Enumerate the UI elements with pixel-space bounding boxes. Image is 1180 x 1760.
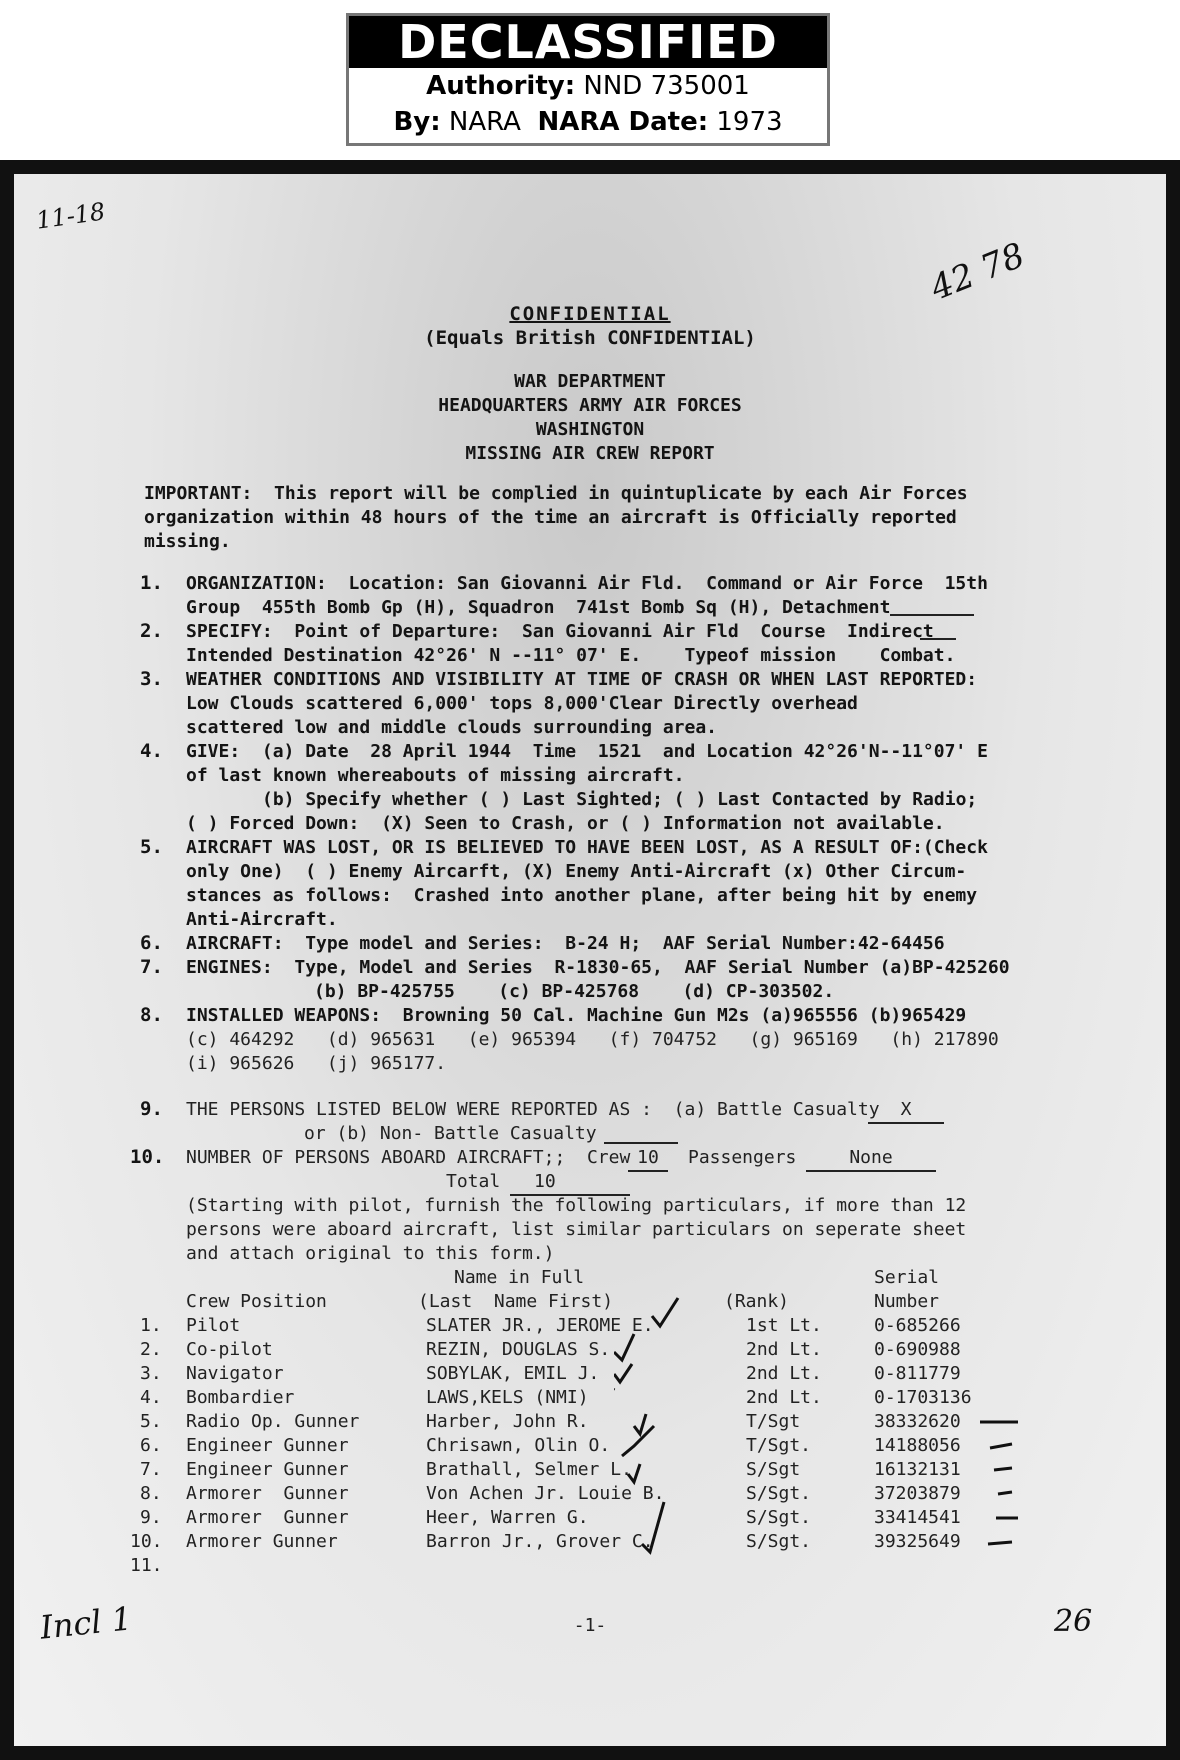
crew-row-number: 6. <box>140 1435 162 1456</box>
stamp-by-label: By: <box>393 107 441 137</box>
item-10-note-1: (Starting with pilot, furnish the following particulars, if more than 12 <box>186 1195 967 1216</box>
stamp-date-value: 1973 <box>716 107 783 137</box>
item-4-line-2: of last known whereabouts of missing aircraft. <box>186 765 685 786</box>
crew-row-position: Armorer Gunner <box>186 1507 349 1528</box>
item-9-line-1: THE PERSONS LISTED BELOW WERE REPORTED AS : (a) Battle Casualty <box>186 1099 880 1120</box>
item-4-line-1: GIVE: (a) Date 28 April 1944 Time 1521 and Location 42°26'N--11°07' E <box>186 741 988 762</box>
total-value: 10 <box>510 1170 630 1196</box>
checkmark-icon <box>642 1502 664 1552</box>
item-5-line-4: Anti-Aircraft. <box>186 909 338 930</box>
crew-row-number: 11. <box>130 1555 163 1576</box>
item-6-line-1: AIRCRAFT: Type model and Series: B-24 H; AAF Serial Number:42-64456 <box>186 933 945 954</box>
crew-count: 10 <box>628 1146 668 1172</box>
crew-row-rank: S/Sgt <box>746 1459 801 1480</box>
page-number: -1- <box>573 1615 607 1636</box>
crew-row-serial: 37203879 <box>874 1483 961 1504</box>
crew-row-position: Engineer Gunner <box>186 1435 349 1456</box>
crew-row-rank: S/Sgt. <box>746 1483 812 1504</box>
item-2-line-2: Intended Destination 42°26' N --11° 07' E. Typeof mission Combat. <box>186 645 956 666</box>
crew-row-position: Co-pilot <box>186 1339 273 1360</box>
checkmark-icon <box>628 1464 640 1482</box>
stamp-by-value: NARA <box>448 107 521 137</box>
crew-row-name: Chrisawn, Olin O. <box>426 1435 611 1456</box>
stamp-authority-value: NND 735001 <box>583 71 750 101</box>
stamp-authority-label: Authority: <box>426 71 576 101</box>
item-number-10: 10. <box>130 1146 165 1168</box>
crew-row-number: 4. <box>140 1387 162 1408</box>
item-number-8: 8. <box>140 1004 163 1026</box>
item-8-line-2: (c) 464292 (d) 965631 (e) 965394 (f) 704752 (g) 965169 (h) 217890 <box>186 1029 999 1050</box>
important-line-3: missing. <box>144 531 231 552</box>
header-serial-bottom: Number <box>874 1291 940 1312</box>
item-10-note-3: and attach original to this form.) <box>186 1243 555 1264</box>
crew-row-number: 5. <box>140 1411 162 1432</box>
crew-row-name: Brathall, Selmer L. <box>426 1459 632 1480</box>
dash-mark-icon <box>990 1444 1012 1448</box>
crew-row-rank: 1st Lt. <box>746 1315 822 1336</box>
header-line-1: WAR DEPARTMENT <box>514 371 666 392</box>
checkmark-icon <box>634 1414 646 1434</box>
item-8-line-1: INSTALLED WEAPONS: Browning 50 Cal. Machine Gun M2s (a)965556 (b)965429 <box>186 1005 967 1026</box>
item-number-5: 5. <box>140 836 163 858</box>
detachment-blank <box>890 614 974 616</box>
crew-row-number: 9. <box>140 1507 162 1528</box>
crew-row-serial: 0-811779 <box>874 1363 961 1384</box>
crew-row-number: 8. <box>140 1483 162 1504</box>
crew-row-number: 2. <box>140 1339 162 1360</box>
crew-row-position: Bombardier <box>186 1387 295 1408</box>
classification-label: CONFIDENTIAL <box>509 303 671 325</box>
crew-row-number: 1. <box>140 1315 162 1336</box>
header-position: Crew Position <box>186 1291 327 1312</box>
handwritten-dashes <box>974 1394 1064 1574</box>
handwritten-top-right-mark: 42 78 <box>925 235 1031 309</box>
handwritten-checkmarks <box>614 1294 734 1564</box>
item-9-line-2: or (b) Non- Battle Casualty <box>304 1123 597 1144</box>
item-1-line-1: ORGANIZATION: Location: San Giovanni Air Fld. Command or Air Force 15th <box>186 573 988 594</box>
classification-equals: (Equals British CONFIDENTIAL) <box>424 327 756 349</box>
handwritten-incl-mark: Incl 1 <box>38 1599 134 1647</box>
item-number-3: 3. <box>140 668 163 690</box>
crew-row-rank: 2nd Lt. <box>746 1339 822 1360</box>
crew-row-serial: 0-685266 <box>874 1315 961 1336</box>
crew-row-serial: 39325649 <box>874 1531 961 1552</box>
dash-mark-icon <box>998 1492 1012 1494</box>
crew-row-position: Armorer Gunner <box>186 1531 338 1552</box>
handwritten-page-mark: 26 <box>1054 1604 1093 1639</box>
crew-row-rank: S/Sgt. <box>746 1507 812 1528</box>
stamp-title: DECLASSIFIED <box>349 16 827 68</box>
checkmark-icon <box>652 1298 678 1326</box>
non-battle-blank <box>604 1142 678 1144</box>
crew-row-name: Barron Jr., Grover C. <box>426 1531 654 1552</box>
crew-row-name: Von Achen Jr. Louie B. <box>426 1483 665 1504</box>
crew-row-position: Armorer Gunner <box>186 1483 349 1504</box>
header-line-4: MISSING AIR CREW REPORT <box>465 443 715 464</box>
crew-row-position: Radio Op. Gunner <box>186 1411 360 1432</box>
crew-row-serial: 14188056 <box>874 1435 961 1456</box>
item-5-line-1: AIRCRAFT WAS LOST, OR IS BELIEVED TO HAVE BEEN LOST, AS A RESULT OF:(Check <box>186 837 988 858</box>
crew-row-serial: 16132131 <box>874 1459 961 1480</box>
item-8-line-3: (i) 965626 (j) 965177. <box>186 1053 447 1074</box>
declassified-stamp <box>346 13 830 146</box>
item-3-line-1: WEATHER CONDITIONS AND VISIBILITY AT TIME OF CRASH OR WHEN LAST REPORTED: <box>186 669 978 690</box>
header-line-2: HEADQUARTERS ARMY AIR FORCES <box>438 395 742 416</box>
item-7-line-1: ENGINES: Type, Model and Series R-1830-65, AAF Serial Number (a)BP-425260 <box>186 957 1010 978</box>
scanned-document <box>0 160 1180 1760</box>
crew-row-serial: 38332620 <box>874 1411 961 1432</box>
item-number-4: 4. <box>140 740 163 762</box>
stamp-by-line <box>349 104 827 140</box>
checkmark-icon <box>614 1364 632 1382</box>
item-number-1: 1. <box>140 572 163 594</box>
crew-row-position: Engineer Gunner <box>186 1459 349 1480</box>
battle-casualty-value: X <box>868 1098 944 1124</box>
stamp-authority-line <box>349 68 827 104</box>
dash-mark-icon <box>994 1468 1012 1470</box>
item-number-9: 9. <box>140 1098 163 1120</box>
crew-row-number: 7. <box>140 1459 162 1480</box>
item-4-line-3: (b) Specify whether ( ) Last Sighted; ( ) Last Contacted by Radio; <box>262 789 978 810</box>
item-3-line-2: Low Clouds scattered 6,000' tops 8,000'Clear Directly overhead <box>186 693 858 714</box>
crew-row-name: Harber, John R. <box>426 1411 589 1432</box>
item-number-2: 2. <box>140 620 163 642</box>
item-number-7: 7. <box>140 956 163 978</box>
checkmark-icon <box>614 1334 634 1360</box>
item-5-line-3: stances as follows: Crashed into another plane, after being hit by enemy <box>186 885 978 906</box>
crew-row-rank: 2nd Lt. <box>746 1387 822 1408</box>
item-number-6: 6. <box>140 932 163 954</box>
crew-row-name: Heer, Warren G. <box>426 1507 589 1528</box>
crew-row-position: Navigator <box>186 1363 284 1384</box>
header-name-top: Name in Full <box>454 1267 585 1288</box>
item-7-line-2: (b) BP-425755 (c) BP-425768 (d) CP-303502. <box>314 981 835 1002</box>
crew-row-rank: T/Sgt. <box>746 1435 812 1456</box>
course-blank <box>920 638 956 640</box>
crew-row-name: REZIN, DOUGLAS S. <box>426 1339 611 1360</box>
header-name-bottom: (Last Name First) <box>418 1291 614 1312</box>
crew-row-name: LAWS,KELS (NMI) <box>426 1387 589 1408</box>
crew-row-position: Pilot <box>186 1315 241 1336</box>
important-line-2: organization within 48 hours of the time an aircraft is Officially reported <box>144 507 957 528</box>
important-line-1: IMPORTANT: This report will be complied in quintuplicate by each Air Forces <box>144 483 968 504</box>
crew-row-serial: 0-690988 <box>874 1339 961 1360</box>
total-label: Total <box>446 1171 501 1192</box>
item-1-line-2: Group 455th Bomb Gp (H), Squadron 741st Bomb Sq (H), Detachment <box>186 597 891 618</box>
crew-row-number: 3. <box>140 1363 162 1384</box>
crew-row-rank: 2nd Lt. <box>746 1363 822 1384</box>
document-paper <box>14 174 1166 1746</box>
handwritten-top-left-mark: 11-18 <box>34 197 107 235</box>
dash-mark-icon <box>988 1542 1012 1544</box>
header-rank: (Rank) <box>724 1291 790 1312</box>
item-3-line-3: scattered low and middle clouds surrounding area. <box>186 717 718 738</box>
crew-row-rank: T/Sgt <box>746 1411 801 1432</box>
crew-row-serial: 33414541 <box>874 1507 961 1528</box>
item-5-line-2: only One) ( ) Enemy Aircarft, (X) Enemy Anti-Aircraft (x) Other Circum- <box>186 861 967 882</box>
item-10-line-1: NUMBER OF PERSONS ABOARD AIRCRAFT;; Crew <box>186 1147 631 1168</box>
header-serial-top: Serial <box>874 1267 940 1288</box>
item-10-note-2: persons were aboard aircraft, list similar particulars on seperate sheet <box>186 1219 967 1240</box>
passengers-label: Passengers <box>688 1147 797 1168</box>
stamp-date-label: NARA Date: <box>537 107 709 137</box>
crew-row-number: 10. <box>130 1531 163 1552</box>
item-2-line-1: SPECIFY: Point of Departure: San Giovanni Air Fld Course Indirect <box>186 621 934 642</box>
crew-row-name: SOBYLAK, EMIL J. <box>426 1363 600 1384</box>
header-line-3: WASHINGTON <box>535 419 645 440</box>
passengers-value: None <box>806 1146 936 1172</box>
crew-row-serial: 0-1703136 <box>874 1387 972 1408</box>
item-4-line-4: ( ) Forced Down: (X) Seen to Crash, or ( ) Information not available. <box>186 813 945 834</box>
crew-row-rank: S/Sgt. <box>746 1531 812 1552</box>
crew-row-name: SLATER JR., JEROME E. <box>426 1315 654 1336</box>
